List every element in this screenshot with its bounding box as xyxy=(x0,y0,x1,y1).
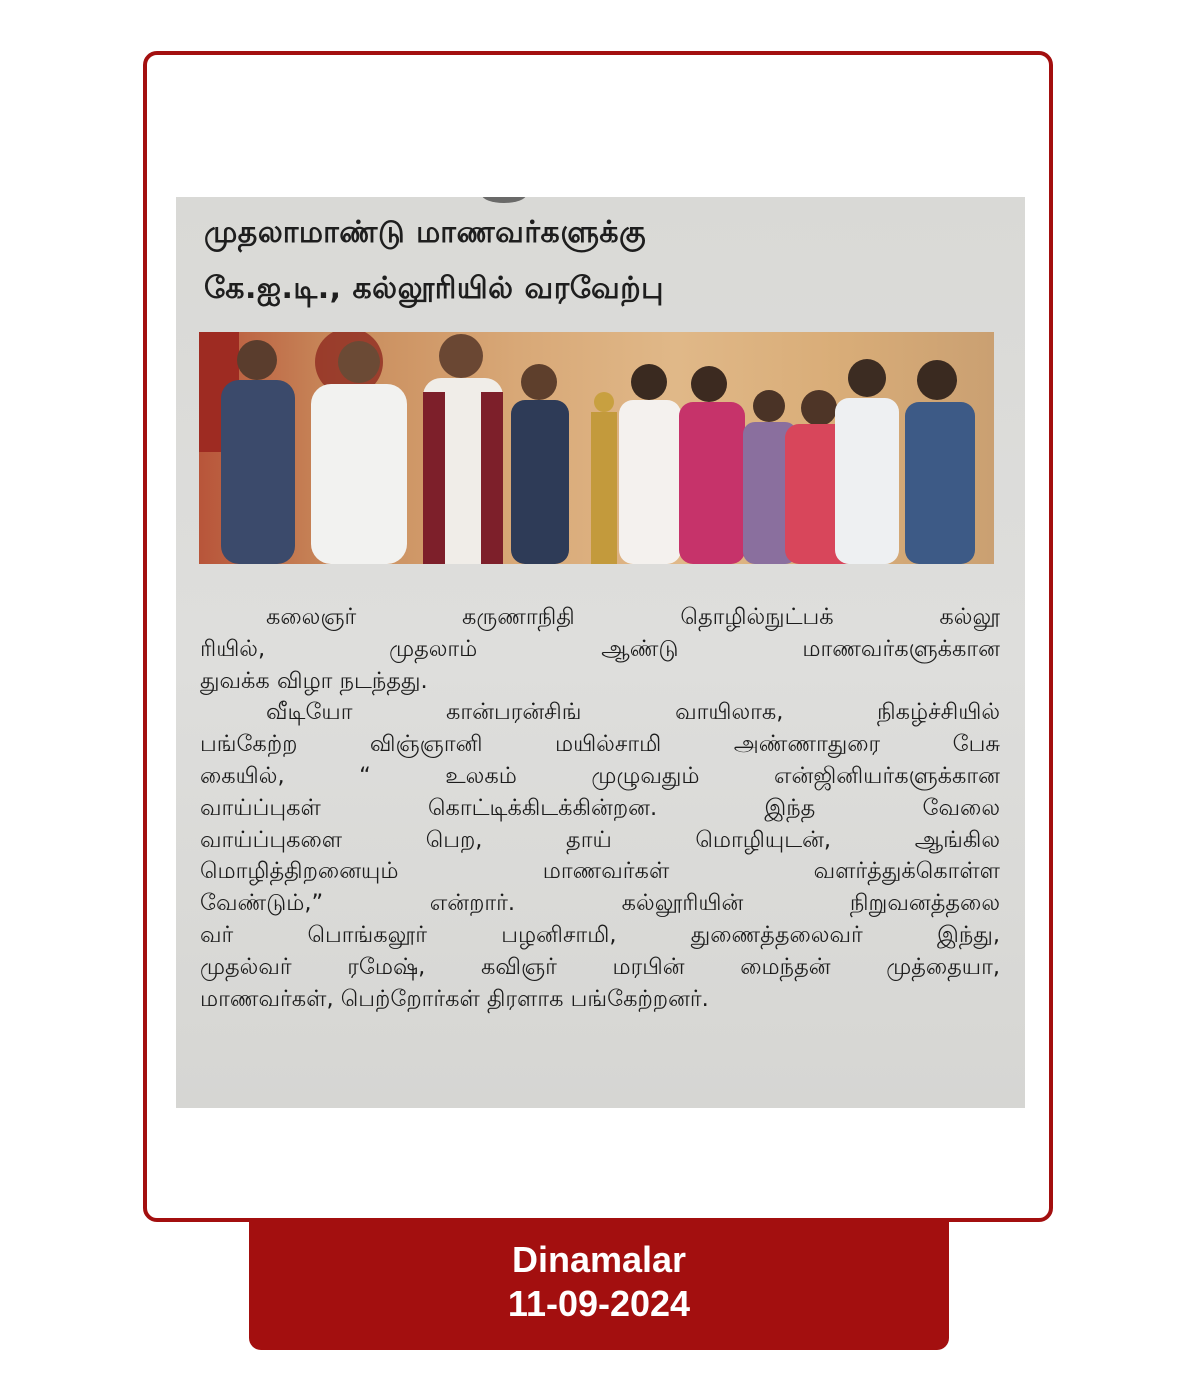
event-photo-illustration xyxy=(199,332,994,564)
article-line: ரியில், முதலாம் ஆண்டு மாணவர்களுக்கான xyxy=(200,635,1000,662)
publication-date: 11-09-2024 xyxy=(507,1283,691,1324)
article-line: பங்கேற்ற விஞ்ஞானி மயில்சாமி அண்ணாதுரை பேசு xyxy=(200,731,1000,758)
article-line: வாய்ப்புகள் கொட்டிக்கிடக்கின்றன. இந்த வேலை xyxy=(200,794,1000,821)
headline-line-2: கே.ஐ.டி., கல்லூரியில் வரவேற்பு xyxy=(204,271,664,306)
clipping-edge-mark xyxy=(482,197,526,203)
article-body xyxy=(200,602,1000,1015)
article-line: வீடியோ கான்பரன்சிங் வாயிலாக, நிகழ்ச்சியில் xyxy=(266,699,1000,726)
article-line: துவக்க விழா நடந்தது. xyxy=(200,667,428,694)
article-line: கையில், “ உலகம் முழுவதும் என்ஜினியர்களுக்கான xyxy=(200,762,1000,789)
article-line: வேண்டும்,” என்றார். கல்லூரியின் நிறுவனத்தலை xyxy=(200,890,1000,917)
publication-caption xyxy=(249,1222,949,1350)
article-line: வர் பொங்கலூர் பழனிசாமி, துணைத்தலைவர் இந்து, xyxy=(200,921,1000,948)
article-line: முதல்வர் ரமேஷ், கவிஞர் மரபின் மைந்தன் முத்தையா, xyxy=(200,953,1000,980)
event-photo xyxy=(199,332,994,564)
newspaper-clipping xyxy=(176,197,1025,1108)
article-line: மொழித்திறனையும் மாணவர்கள் வளர்த்துக்கொள்ள xyxy=(200,858,1000,885)
article-line: கலைஞர் கருணாநிதி தொழில்நுட்பக் கல்லூ xyxy=(266,604,1000,630)
publication-name: Dinamalar xyxy=(511,1239,687,1280)
article-line: வாய்ப்புகளை பெற, தாய் மொழியுடன், ஆங்கில xyxy=(200,826,1000,853)
article-headline xyxy=(204,205,1004,317)
article-line: மாணவர்கள், பெற்றோர்கள் திரளாக பங்கேற்றனர். xyxy=(200,985,709,1012)
headline-line-1: முதலாமாண்டு மாணவர்களுக்கு xyxy=(204,215,647,250)
